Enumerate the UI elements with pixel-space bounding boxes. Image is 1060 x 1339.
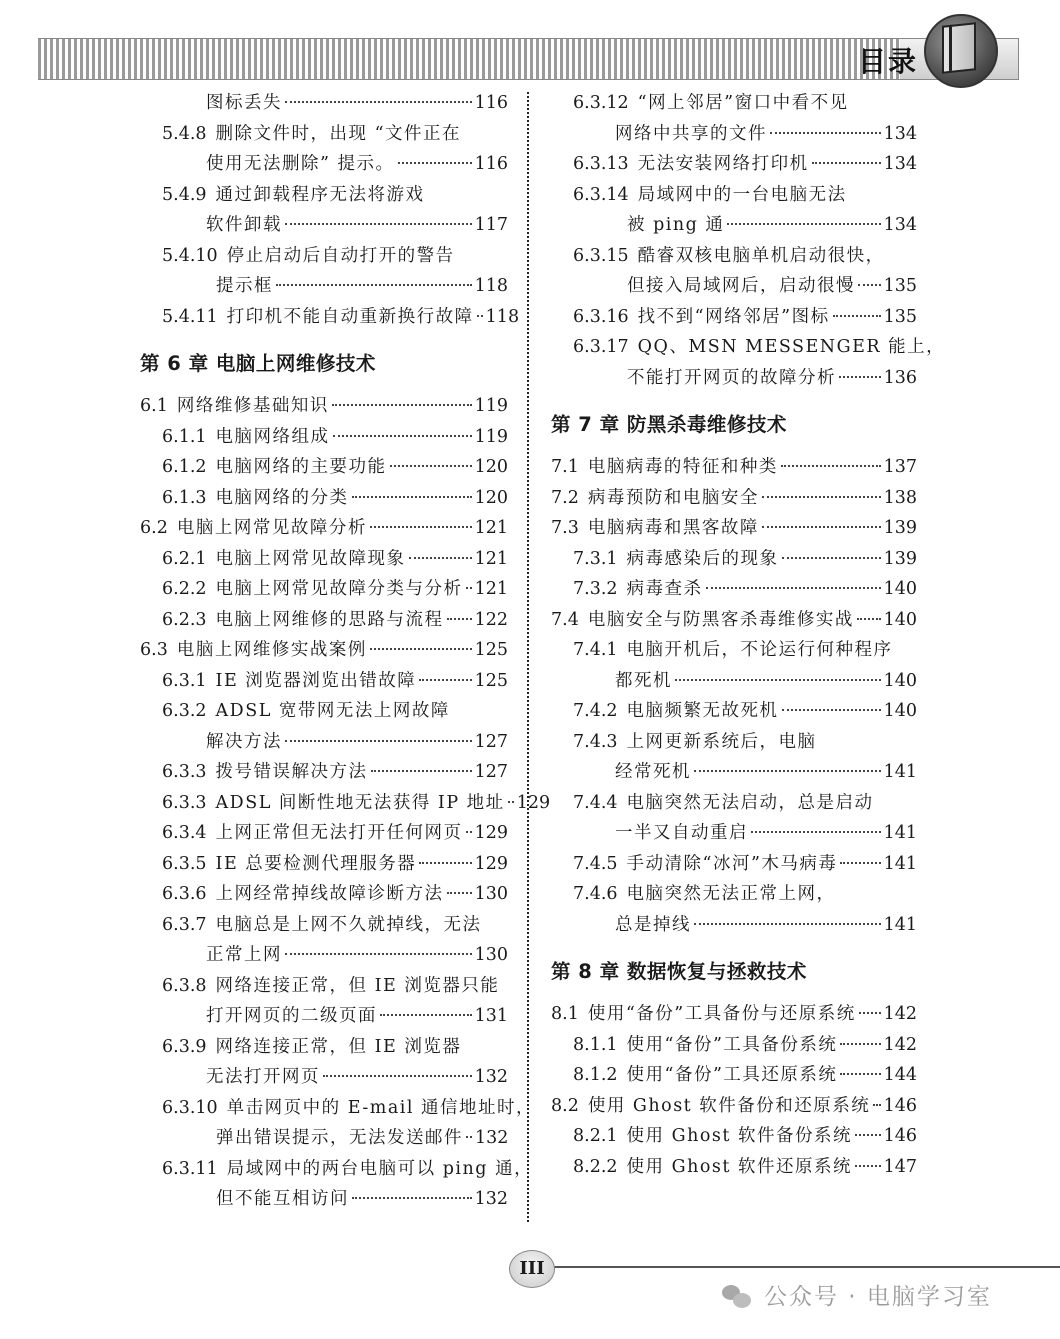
toc-entry-page: 116 <box>474 154 508 174</box>
page-title: 目录 <box>858 45 919 78</box>
toc-entry-label: 网络连接正常，但 IE 浏览器只能 <box>215 975 500 996</box>
toc-entry[interactable] <box>140 452 508 483</box>
toc-entry-page: 140 <box>883 670 917 691</box>
toc-entry[interactable] <box>140 513 508 544</box>
dot-leader <box>466 831 472 833</box>
toc-entry-page: 141 <box>883 762 917 782</box>
toc-entry[interactable] <box>140 88 508 119</box>
toc-entry-number: 6.3 <box>140 640 168 660</box>
toc-entry[interactable] <box>551 849 917 880</box>
dot-leader <box>409 557 472 559</box>
toc-entry-label: 拨号错误解决方法 <box>215 762 368 782</box>
toc-entry-number: 5.4.8 <box>162 123 207 144</box>
dot-leader <box>352 496 472 498</box>
dot-leader <box>419 679 471 681</box>
toc-entry-label: 上网更新系统后，电脑 <box>626 731 817 752</box>
dot-leader <box>285 740 472 742</box>
toc-entry-page: 129 <box>516 792 551 813</box>
toc-entry[interactable] <box>551 332 946 363</box>
column-divider <box>527 92 529 1222</box>
dot-leader <box>840 862 880 864</box>
toc-entry[interactable] <box>551 119 917 150</box>
toc-entry-number: 6.2.3 <box>162 609 207 630</box>
toc-entry-label: 但不能互相访问 <box>216 1189 349 1209</box>
dot-leader <box>751 831 881 833</box>
toc-entry-label: 但接入局域网后，启动很慢 <box>627 276 855 296</box>
toc-entry[interactable] <box>551 88 917 119</box>
toc-entry-number: 6.3.12 <box>573 93 629 113</box>
toc-entry-page: 138 <box>883 487 917 508</box>
toc-entry[interactable] <box>551 757 917 788</box>
dot-leader <box>285 953 472 955</box>
toc-entry-label: 总是掉线 <box>615 914 691 935</box>
toc-left-column <box>140 88 551 1215</box>
toc-entry-number: 6.3.13 <box>573 154 629 174</box>
toc-entry-page: 142 <box>883 1004 917 1024</box>
toc-entry-page: 121 <box>474 579 508 599</box>
toc-entry-label: 都死机 <box>615 670 672 691</box>
toc-entry-label: 删除文件时，出现 “文件正在 <box>215 123 462 144</box>
dot-leader <box>782 709 881 711</box>
toc-entry[interactable] <box>140 483 508 514</box>
dot-leader <box>332 404 472 406</box>
toc-entry[interactable] <box>551 910 917 941</box>
toc-entry-number: 6.3.1 <box>162 670 207 691</box>
toc-entry-number: 6.3.3 <box>162 762 207 782</box>
toc-entry-page: 119 <box>474 426 508 447</box>
toc-entry[interactable] <box>551 241 917 272</box>
toc-entry-page: 119 <box>474 396 508 416</box>
dot-leader <box>694 770 881 772</box>
toc-entry[interactable] <box>551 452 917 483</box>
toc-entry-label: 电脑安全与防黑客杀毒维修实战 <box>587 609 854 630</box>
toc-entry[interactable] <box>551 363 917 394</box>
dot-leader <box>762 526 881 528</box>
dot-leader <box>855 1134 881 1136</box>
toc-entry[interactable] <box>140 757 508 788</box>
toc-entry[interactable] <box>551 1152 917 1183</box>
toc-entry-page: 146 <box>883 1095 917 1116</box>
toc-entry-label: 无法安装网络打印机 <box>637 154 809 174</box>
dot-leader <box>419 862 471 864</box>
toc-entry[interactable] <box>140 605 508 636</box>
toc-entry-number: 6.3.3 <box>162 792 207 813</box>
toc-entry-number: 8.2.1 <box>573 1126 618 1146</box>
toc-entry-label: 局域网中的一台电脑无法 <box>637 184 847 205</box>
toc-entry[interactable] <box>551 605 917 636</box>
toc-entry[interactable] <box>140 666 508 697</box>
toc-entry[interactable] <box>140 849 508 880</box>
toc-entry-label: 病毒预防和电脑安全 <box>587 487 759 508</box>
toc-entry-number: 6.3.9 <box>162 1036 207 1057</box>
dot-leader <box>477 315 483 317</box>
toc-entry-label: 软件卸载 <box>206 215 282 235</box>
dot-leader <box>727 223 880 225</box>
dot-leader <box>333 435 472 437</box>
toc-entry-page: 146 <box>883 1126 917 1146</box>
toc-entry-label: 一半又自动重启 <box>615 823 748 843</box>
dot-leader <box>466 1136 472 1138</box>
toc-entry-page: 136 <box>883 367 917 388</box>
dot-leader <box>839 376 881 378</box>
toc-entry-label: 电脑总是上网不久就掉线，无法 <box>215 914 482 935</box>
dot-leader <box>859 1012 881 1014</box>
toc-entry-page: 125 <box>474 670 508 691</box>
toc-entry[interactable] <box>140 1154 534 1185</box>
toc-entry-number: 6.3.11 <box>162 1158 218 1179</box>
toc-entry-label: 电脑网络的主要功能 <box>215 457 387 477</box>
dot-leader <box>858 284 881 286</box>
toc-entry-label: ADSL 间断性地无法获得 IP 地址 <box>215 792 505 813</box>
toc-entry-label: 上网经常掉线故障诊断方法 <box>215 884 444 904</box>
toc-entry-number: 7.4.3 <box>573 731 618 752</box>
dot-leader <box>466 587 472 589</box>
toc-entry[interactable] <box>551 271 917 302</box>
toc-entry-number: 7.4.4 <box>573 792 618 813</box>
toc-entry-page: 130 <box>474 945 508 965</box>
toc-entry[interactable] <box>551 544 917 575</box>
toc-entry-number: 6.3.16 <box>573 306 629 327</box>
toc-entry[interactable] <box>551 302 917 333</box>
toc-entry-label: 使用 Ghost 软件备份系统 <box>626 1126 852 1146</box>
toc-entry[interactable] <box>140 544 508 575</box>
toc-entry-label: 上网正常但无法打开任何网页 <box>215 823 463 843</box>
toc-entry-label: 手动清除“冰河”木马病毒 <box>626 853 838 874</box>
toc-entry-label: 正常上网 <box>206 945 282 965</box>
wechat-icon <box>722 1285 752 1309</box>
toc-entry-number: 8.1 <box>551 1004 579 1024</box>
toc-entry[interactable] <box>551 788 917 819</box>
toc-entry-number: 6.3.7 <box>162 914 207 935</box>
chapter-heading: 第 8 章 数据恢复与拯救技术 <box>551 960 807 983</box>
dot-leader <box>762 496 881 498</box>
toc-entry-page: 135 <box>883 306 917 327</box>
toc-entry[interactable] <box>140 635 508 666</box>
toc-entry-number: 6.2.2 <box>162 579 207 599</box>
dot-leader <box>812 162 881 164</box>
watermark-text: 公众号 · 电脑学习室 <box>764 1284 992 1310</box>
toc-entry[interactable] <box>551 999 917 1030</box>
toc-entry-label: 电脑网络的分类 <box>215 487 349 508</box>
toc-entry-number: 6.1.1 <box>162 426 207 447</box>
toc-entry-label: ADSL 宽带网无法上网故障 <box>215 701 450 721</box>
toc-entry-page: 120 <box>474 487 508 508</box>
dot-leader <box>675 679 881 681</box>
toc-entry[interactable] <box>551 149 917 180</box>
toc-entry-label: 电脑上网维修的思路与流程 <box>215 609 444 630</box>
toc-entry-label: 电脑上网常见故障分类与分析 <box>215 579 463 599</box>
dot-leader <box>833 315 881 317</box>
toc-entry-page: 116 <box>474 93 508 113</box>
toc-entry-label: 病毒感染后的现象 <box>626 548 779 569</box>
toc-entry-page: 129 <box>474 823 508 843</box>
dot-leader <box>840 1073 880 1075</box>
watermark <box>722 1280 992 1314</box>
toc-entry-number: 6.3.6 <box>162 884 207 904</box>
dot-leader <box>323 1075 472 1077</box>
dot-leader <box>285 101 472 103</box>
toc-entry-number: 6.2.1 <box>162 548 207 569</box>
toc-entry-label: 打开网页的二级页面 <box>206 1006 377 1026</box>
toc-entry[interactable] <box>140 1062 508 1093</box>
toc-entry-page: 144 <box>883 1065 917 1085</box>
toc-entry[interactable] <box>140 971 508 1002</box>
toc-entry[interactable] <box>551 635 917 666</box>
dot-leader <box>855 1165 881 1167</box>
dot-leader <box>873 1104 880 1106</box>
toc-entry[interactable] <box>140 271 508 302</box>
toc-entry-page: 137 <box>883 457 917 477</box>
dot-leader <box>390 465 472 467</box>
dot-leader <box>781 465 881 467</box>
toc-entry[interactable] <box>140 422 508 453</box>
toc-entry-number: 8.2 <box>551 1095 579 1116</box>
toc-entry-page: 132 <box>475 1128 509 1148</box>
toc-entry-page: 118 <box>485 306 520 327</box>
toc-entry[interactable] <box>551 1030 917 1061</box>
toc-entry-label: 解决方法 <box>206 731 282 752</box>
toc-entry-number: 6.3.10 <box>162 1097 218 1118</box>
toc-entry[interactable] <box>140 1184 508 1215</box>
dot-leader <box>770 132 881 134</box>
toc-entry[interactable] <box>140 879 508 910</box>
toc-entry-page: 127 <box>474 731 508 752</box>
toc-entry-label: 被 ping 通 <box>627 215 725 235</box>
toc-entry[interactable] <box>140 574 508 605</box>
toc-entry-page: 121 <box>474 518 508 538</box>
toc-entry-page: 117 <box>474 215 508 235</box>
toc-entry-label: 提示框 <box>216 276 273 296</box>
toc-entry[interactable] <box>551 696 917 727</box>
toc-entry-number: 7.4.6 <box>573 884 618 904</box>
toc-entry[interactable] <box>140 1032 508 1063</box>
toc-entry[interactable] <box>140 788 551 819</box>
toc-entry-label: QQ、MSN MESSENGER 能上， <box>637 337 946 357</box>
toc-entry-label: 电脑上网常见故障分析 <box>176 518 367 538</box>
dot-leader <box>352 1197 472 1199</box>
toc-entry-number: 7.4.2 <box>573 701 618 721</box>
toc-right-column <box>551 88 946 1182</box>
toc-entry-number: 7.3.2 <box>573 579 618 599</box>
toc-entry[interactable] <box>551 666 917 697</box>
toc-entry-number: 6.1.3 <box>162 487 207 508</box>
toc-entry-label: 使用“备份”工具还原系统 <box>626 1065 838 1085</box>
toc-entry-page: 141 <box>883 853 917 874</box>
header-band <box>38 38 918 80</box>
toc-entry-number: 7.4 <box>551 609 579 630</box>
toc-entry-number: 6.3.8 <box>162 975 207 996</box>
toc-entry-number: 6.3.2 <box>162 701 207 721</box>
toc-entry[interactable] <box>140 1123 508 1154</box>
toc-entry[interactable] <box>140 119 508 150</box>
toc-entry-page: 132 <box>474 1189 508 1209</box>
toc-entry-number: 6.3.5 <box>162 853 207 874</box>
toc-entry-label: 找不到“网络邻居”图标 <box>637 306 830 327</box>
dot-leader <box>276 284 472 286</box>
toc-entry[interactable] <box>551 574 917 605</box>
toc-entry[interactable] <box>140 210 508 241</box>
toc-entry-number: 6.2 <box>140 518 168 538</box>
dot-leader <box>380 1014 472 1016</box>
chapter-heading: 第 7 章 防黑杀毒维修技术 <box>551 413 787 436</box>
toc-entry[interactable] <box>551 1121 917 1152</box>
toc-entry-label: IE 浏览器浏览出错故障 <box>215 670 417 691</box>
toc-entry[interactable] <box>140 1093 536 1124</box>
toc-entry-number: 6.1.2 <box>162 457 207 477</box>
toc-entry-page: 147 <box>883 1156 917 1177</box>
toc-entry-page: 142 <box>883 1034 917 1055</box>
toc-entry-page: 141 <box>883 914 917 935</box>
toc-entry-page: 140 <box>883 579 917 599</box>
toc-entry-label: 电脑病毒的特征和种类 <box>587 457 778 477</box>
dot-leader <box>398 162 472 164</box>
toc-entry-label: 网络连接正常，但 IE 浏览器 <box>215 1036 462 1057</box>
toc-entry-label: 电脑频繁无故死机 <box>626 701 779 721</box>
toc-entry[interactable] <box>551 210 917 241</box>
toc-entry-page: 140 <box>883 609 917 630</box>
toc-entry-page: 118 <box>474 276 508 296</box>
toc-entry-number: 5.4.10 <box>162 245 218 266</box>
toc-entry-page: 129 <box>474 853 508 874</box>
toc-entry-page: 141 <box>883 823 917 843</box>
dot-leader <box>447 618 472 620</box>
footer-rule <box>548 1266 1060 1268</box>
toc-entry-label: 通过卸载程序无法将游戏 <box>215 184 425 205</box>
dot-leader <box>508 801 514 803</box>
dot-leader <box>447 892 472 894</box>
toc-entry-number: 7.4.1 <box>573 640 618 660</box>
toc-entry[interactable] <box>140 818 508 849</box>
toc-entry-label: 使用无法删除” 提示。 <box>206 154 395 174</box>
toc-entry[interactable] <box>140 727 508 758</box>
book-icon <box>942 22 976 74</box>
toc-entry-label: 弹出错误提示，无法发送邮件 <box>216 1128 463 1148</box>
toc-entry-number: 7.3.1 <box>573 548 618 569</box>
toc-entry-number: 6.3.17 <box>573 337 629 357</box>
dot-leader <box>857 618 881 620</box>
dot-leader <box>694 923 881 925</box>
chapter-heading: 第 6 章 电脑上网维修技术 <box>140 352 376 375</box>
toc-entry[interactable] <box>551 1060 917 1091</box>
toc-entry-number: 7.1 <box>551 457 579 477</box>
toc-entry-label: 酷睿双核电脑单机启动很快， <box>637 245 885 266</box>
toc-entry-number: 5.4.9 <box>162 184 207 205</box>
toc-entry-label: 电脑上网维修实战案例 <box>176 640 367 660</box>
toc-entry[interactable] <box>140 1001 508 1032</box>
toc-entry-number: 8.1.2 <box>573 1065 618 1085</box>
toc-entry-label: 停止启动后自动打开的警告 <box>226 245 455 266</box>
toc-entry-page: 139 <box>883 548 917 569</box>
toc-entry-label: 电脑突然无法正常上网， <box>626 884 836 904</box>
toc-entry[interactable] <box>140 241 508 272</box>
toc-entry-label: 电脑网络组成 <box>215 426 330 447</box>
toc-entry-label: 使用“备份”工具备份与还原系统 <box>587 1004 856 1024</box>
dot-leader <box>285 223 472 225</box>
toc-entry-label: 单击网页中的 E-mail 通信地址时， <box>226 1097 536 1118</box>
toc-entry-label: 电脑上网常见故障现象 <box>215 548 406 569</box>
toc-entry-label: 无法打开网页 <box>206 1067 320 1087</box>
toc-entry[interactable] <box>140 391 508 422</box>
toc-entry[interactable] <box>551 513 917 544</box>
toc-entry-page: 140 <box>883 701 917 721</box>
toc-entry-label: 电脑病毒和黑客故障 <box>587 518 759 538</box>
toc-entry-page: 134 <box>883 154 917 174</box>
toc-entry-label: “网上邻居”窗口中看不见 <box>637 93 849 113</box>
toc-entry-page: 125 <box>474 640 508 660</box>
dot-leader <box>706 587 881 589</box>
toc-entry-number: 5.4.11 <box>162 306 218 327</box>
toc-entry-page: 120 <box>474 457 508 477</box>
toc-entry-number: 7.4.5 <box>573 853 618 874</box>
toc-entry[interactable] <box>551 879 917 910</box>
toc-entry-label: 不能打开网页的故障分析 <box>627 367 836 388</box>
toc-entry-page: 139 <box>883 518 917 538</box>
toc-entry-page: 131 <box>474 1006 508 1026</box>
toc-entry-label: 电脑开机后，不论运行何种程序 <box>626 640 893 660</box>
dot-leader <box>370 648 472 650</box>
toc-entry-label: 图标丢失 <box>206 93 282 113</box>
toc-entry-label: 病毒查杀 <box>626 579 703 599</box>
toc-entry-label: 网络维修基础知识 <box>176 396 329 416</box>
toc-entry[interactable] <box>140 302 520 333</box>
toc-entry-page: 135 <box>883 276 917 296</box>
toc-entry-page: 130 <box>474 884 508 904</box>
toc-entry-number: 6.3.4 <box>162 823 207 843</box>
toc-entry-number: 7.2 <box>551 487 579 508</box>
toc-entry-page: 134 <box>883 215 917 235</box>
toc-entry[interactable] <box>140 940 508 971</box>
dot-leader <box>782 557 881 559</box>
toc-entry-page: 134 <box>883 123 917 144</box>
toc-entry-label: 使用 Ghost 软件还原系统 <box>626 1156 852 1177</box>
toc-entry-number: 8.2.2 <box>573 1156 618 1177</box>
toc-entry-number: 6.3.14 <box>573 184 629 205</box>
toc-entry-label: 网络中共享的文件 <box>615 123 767 144</box>
toc-entry-label: 局域网中的两台电脑可以 ping 通， <box>226 1158 534 1179</box>
toc-entry-page: 122 <box>474 609 508 630</box>
toc-entry[interactable] <box>140 149 508 180</box>
dot-leader <box>370 526 472 528</box>
toc-entry-label: IE 总要检测代理服务器 <box>215 853 417 874</box>
toc-entry-label: 打印机不能自动重新换行故障 <box>226 306 474 327</box>
dot-leader <box>371 770 472 772</box>
toc-entry-label: 经常死机 <box>615 762 691 782</box>
toc-entry-number: 8.1.1 <box>573 1034 618 1055</box>
toc-entry-page: 127 <box>474 762 508 782</box>
toc-entry[interactable] <box>551 727 917 758</box>
toc-entry-label: 电脑突然无法启动，总是启动 <box>626 792 874 813</box>
toc-entry[interactable] <box>551 1091 917 1122</box>
toc-entry[interactable] <box>551 818 917 849</box>
toc-entry[interactable] <box>140 696 508 727</box>
toc-entry-number: 6.3.15 <box>573 245 629 266</box>
toc-entry[interactable] <box>140 910 508 941</box>
toc-entry-number: 7.3 <box>551 518 579 538</box>
toc-entry-page: 121 <box>474 548 508 569</box>
dot-leader <box>840 1043 880 1045</box>
toc-entry[interactable] <box>140 180 508 211</box>
toc-entry-page: 132 <box>474 1067 508 1087</box>
toc-entry-number: 6.1 <box>140 396 168 416</box>
toc-entry-label: 使用 Ghost 软件备份和还原系统 <box>587 1095 871 1116</box>
page-number: III <box>509 1250 555 1288</box>
toc-entry-label: 使用“备份”工具备份系统 <box>626 1034 838 1055</box>
toc-entry[interactable] <box>551 180 917 211</box>
toc-entry[interactable] <box>551 483 917 514</box>
